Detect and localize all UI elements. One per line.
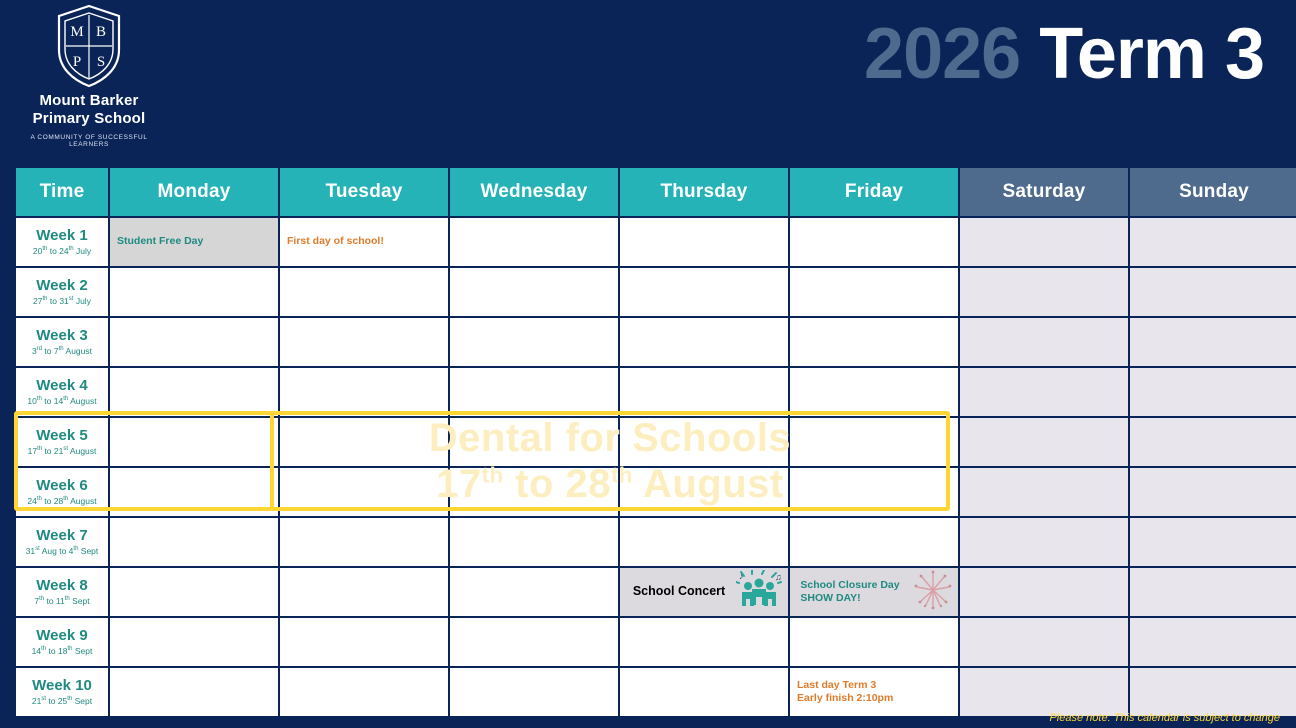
page-title (864, 14, 1264, 94)
cell-week6-saturday (960, 468, 1128, 516)
table-row (16, 468, 1296, 516)
dental-date-month: August (632, 462, 784, 506)
title-year: 2026 (864, 14, 1021, 94)
column-header-saturday: Saturday (960, 168, 1128, 216)
event-week8-thursday: School Concert (632, 584, 726, 599)
week-label-cell-7 (16, 518, 108, 566)
column-header-friday: Friday (790, 168, 958, 216)
cell-week9-monday[interactable] (110, 618, 278, 666)
table-row (16, 218, 1296, 266)
svg-text:♫: ♫ (775, 571, 782, 582)
cell-week6-monday[interactable] (110, 468, 278, 516)
cell-week1-thursday[interactable] (620, 218, 788, 266)
cell-week10-thursday[interactable] (620, 668, 788, 716)
cell-week9-tuesday[interactable] (280, 618, 448, 666)
column-header-thursday: Thursday (620, 168, 788, 216)
column-header-time: Time (16, 168, 108, 216)
dental-overlay-line1: Dental for Schools (428, 416, 792, 460)
column-header-sunday: Sunday (1130, 168, 1296, 216)
cell-week6-friday[interactable] (790, 468, 958, 516)
cell-week9-saturday (960, 618, 1128, 666)
cell-week5-monday[interactable] (110, 418, 278, 466)
cell-week2-saturday (960, 268, 1128, 316)
cell-week5-saturday (960, 418, 1128, 466)
school-logo (14, 4, 164, 148)
cell-week10-friday[interactable] (790, 668, 958, 716)
week-name: Week 2 (36, 277, 88, 295)
title-term: Term 3 (1039, 14, 1264, 94)
week-dates: 31st Aug to 4th Sept (25, 545, 99, 556)
table-row (16, 618, 1296, 666)
table-header-row (16, 168, 1296, 216)
table-row (16, 518, 1296, 566)
cell-week8-saturday (960, 568, 1128, 616)
cell-week3-tuesday[interactable] (280, 318, 448, 366)
cell-week1-wednesday[interactable] (450, 218, 618, 266)
cell-week10-wednesday[interactable] (450, 668, 618, 716)
fireworks-icon (911, 569, 955, 616)
cell-week9-friday[interactable] (790, 618, 958, 666)
cell-week4-friday[interactable] (790, 368, 958, 416)
week-dates: 14th to 18th Sept (31, 645, 93, 656)
cell-week5-thursday[interactable] (620, 418, 788, 466)
week-name: Week 6 (36, 477, 88, 495)
cell-week8-friday[interactable] (790, 568, 958, 616)
cell-week2-monday[interactable] (110, 268, 278, 316)
cell-week5-wednesday[interactable] (450, 418, 618, 466)
table-row (16, 668, 1296, 716)
table-row (16, 368, 1296, 416)
week-label-cell-1 (16, 218, 108, 266)
cell-week5-sunday (1130, 418, 1296, 466)
cell-week8-thursday[interactable] (620, 568, 788, 616)
cell-week8-monday[interactable] (110, 568, 278, 616)
page-header (0, 0, 1296, 150)
cell-week3-saturday (960, 318, 1128, 366)
column-header-monday: Monday (110, 168, 278, 216)
cell-week3-friday[interactable] (790, 318, 958, 366)
week-dates: 17th to 21st August (27, 445, 97, 456)
cell-week8-sunday (1130, 568, 1296, 616)
week-name: Week 1 (36, 227, 88, 245)
week-label-cell-6 (16, 468, 108, 516)
week-label-cell-10 (16, 668, 108, 716)
cell-week7-saturday (960, 518, 1128, 566)
cell-week6-thursday[interactable] (620, 468, 788, 516)
week-label-cell-9 (16, 618, 108, 666)
week-dates: 20th to 24th July (32, 245, 92, 256)
school-name-line1: Mount Barker (39, 92, 139, 109)
cell-week10-sunday (1130, 668, 1296, 716)
cell-week7-wednesday[interactable] (450, 518, 618, 566)
table-row (16, 418, 1296, 466)
event-week10-friday: Last day Term 3 Early finish 2:10pm (797, 678, 894, 704)
cell-week4-monday[interactable] (110, 368, 278, 416)
cell-week10-tuesday[interactable] (280, 668, 448, 716)
term-calendar-table (14, 166, 1296, 718)
cell-week6-tuesday[interactable] (280, 468, 448, 516)
cell-week4-tuesday[interactable] (280, 368, 448, 416)
week-label-cell-5 (16, 418, 108, 466)
cell-week10-saturday (960, 668, 1128, 716)
svg-text:S: S (96, 54, 106, 70)
cell-week1-tuesday[interactable] (280, 218, 448, 266)
cell-week3-monday[interactable] (110, 318, 278, 366)
column-header-tuesday: Tuesday (280, 168, 448, 216)
cell-week2-sunday (1130, 268, 1296, 316)
column-header-wednesday: Wednesday (450, 168, 618, 216)
svg-text:P: P (72, 54, 82, 70)
cell-week8-wednesday[interactable] (450, 568, 618, 616)
cell-week7-friday[interactable] (790, 518, 958, 566)
week-name: Week 8 (36, 577, 88, 595)
week-name: Week 10 (32, 677, 92, 695)
cell-week7-monday[interactable] (110, 518, 278, 566)
event-week1-tuesday: First day of school! (287, 235, 384, 248)
cell-week1-monday[interactable] (110, 218, 278, 266)
week-label-cell-2 (16, 268, 108, 316)
cell-week2-thursday[interactable] (620, 268, 788, 316)
event-week1-monday: Student Free Day (117, 235, 204, 248)
school-crest-icon (53, 4, 125, 88)
cell-week1-sunday (1130, 218, 1296, 266)
table-row (16, 318, 1296, 366)
cell-week4-saturday (960, 368, 1128, 416)
cell-week5-tuesday[interactable] (280, 418, 448, 466)
cell-week3-thursday[interactable] (620, 318, 788, 366)
week-name: Week 5 (36, 427, 88, 445)
school-tagline: A COMMUNITY OF SUCCESSFUL LEARNERS (30, 133, 148, 148)
cell-week10-monday[interactable] (110, 668, 278, 716)
dental-date-start-sup: th (481, 462, 504, 488)
week-label-cell-8 (16, 568, 108, 616)
cell-week4-wednesday[interactable] (450, 368, 618, 416)
dental-date-end-sup: th (611, 462, 633, 488)
cell-week9-sunday (1130, 618, 1296, 666)
calendar-footnote: Please note: This calendar is subject to change (1049, 712, 1280, 724)
table-row (16, 268, 1296, 316)
cell-week4-thursday[interactable] (620, 368, 788, 416)
cell-week8-tuesday[interactable] (280, 568, 448, 616)
week-name: Week 9 (36, 627, 88, 645)
week-label-cell-3 (16, 318, 108, 366)
cell-week2-tuesday[interactable] (280, 268, 448, 316)
week-name: Week 7 (36, 527, 88, 545)
week-name: Week 3 (36, 327, 88, 345)
week-dates: 27th to 31st July (33, 295, 91, 306)
cell-week6-wednesday[interactable] (450, 468, 618, 516)
cell-week5-friday[interactable] (790, 418, 958, 466)
week-dates: 7th to 11th Sept (34, 595, 90, 606)
school-name-line2: Primary School (32, 110, 146, 128)
dental-date-start: 17 (436, 462, 482, 506)
svg-text:♪: ♪ (739, 570, 744, 581)
table-row (16, 568, 1296, 616)
cell-week1-friday[interactable] (790, 218, 958, 266)
svg-text:M: M (70, 24, 84, 40)
week-label-cell-4 (16, 368, 108, 416)
week-dates: 24th to 28th August (27, 495, 97, 506)
cell-week7-tuesday[interactable] (280, 518, 448, 566)
cell-week3-wednesday[interactable] (450, 318, 618, 366)
week-dates: 21st to 25th Sept (31, 695, 93, 706)
svg-text:B: B (95, 24, 107, 40)
week-dates: 10th to 14th August (27, 395, 97, 406)
cell-week1-saturday (960, 218, 1128, 266)
cell-week4-sunday (1130, 368, 1296, 416)
cell-week7-sunday (1130, 518, 1296, 566)
cell-week2-wednesday[interactable] (450, 268, 618, 316)
cell-week9-thursday[interactable] (620, 618, 788, 666)
week-dates: 3rd to 7th August (32, 345, 92, 356)
celebration-people-icon (736, 570, 782, 615)
dental-date-mid: to 28 (503, 462, 612, 506)
week-name: Week 4 (36, 377, 88, 395)
cell-week2-friday[interactable] (790, 268, 958, 316)
event-week8-friday: School Closure Day SHOW DAY! (800, 578, 900, 604)
cell-week6-sunday (1130, 468, 1296, 516)
cell-week7-thursday[interactable] (620, 518, 788, 566)
cell-week3-sunday (1130, 318, 1296, 366)
cell-week9-wednesday[interactable] (450, 618, 618, 666)
